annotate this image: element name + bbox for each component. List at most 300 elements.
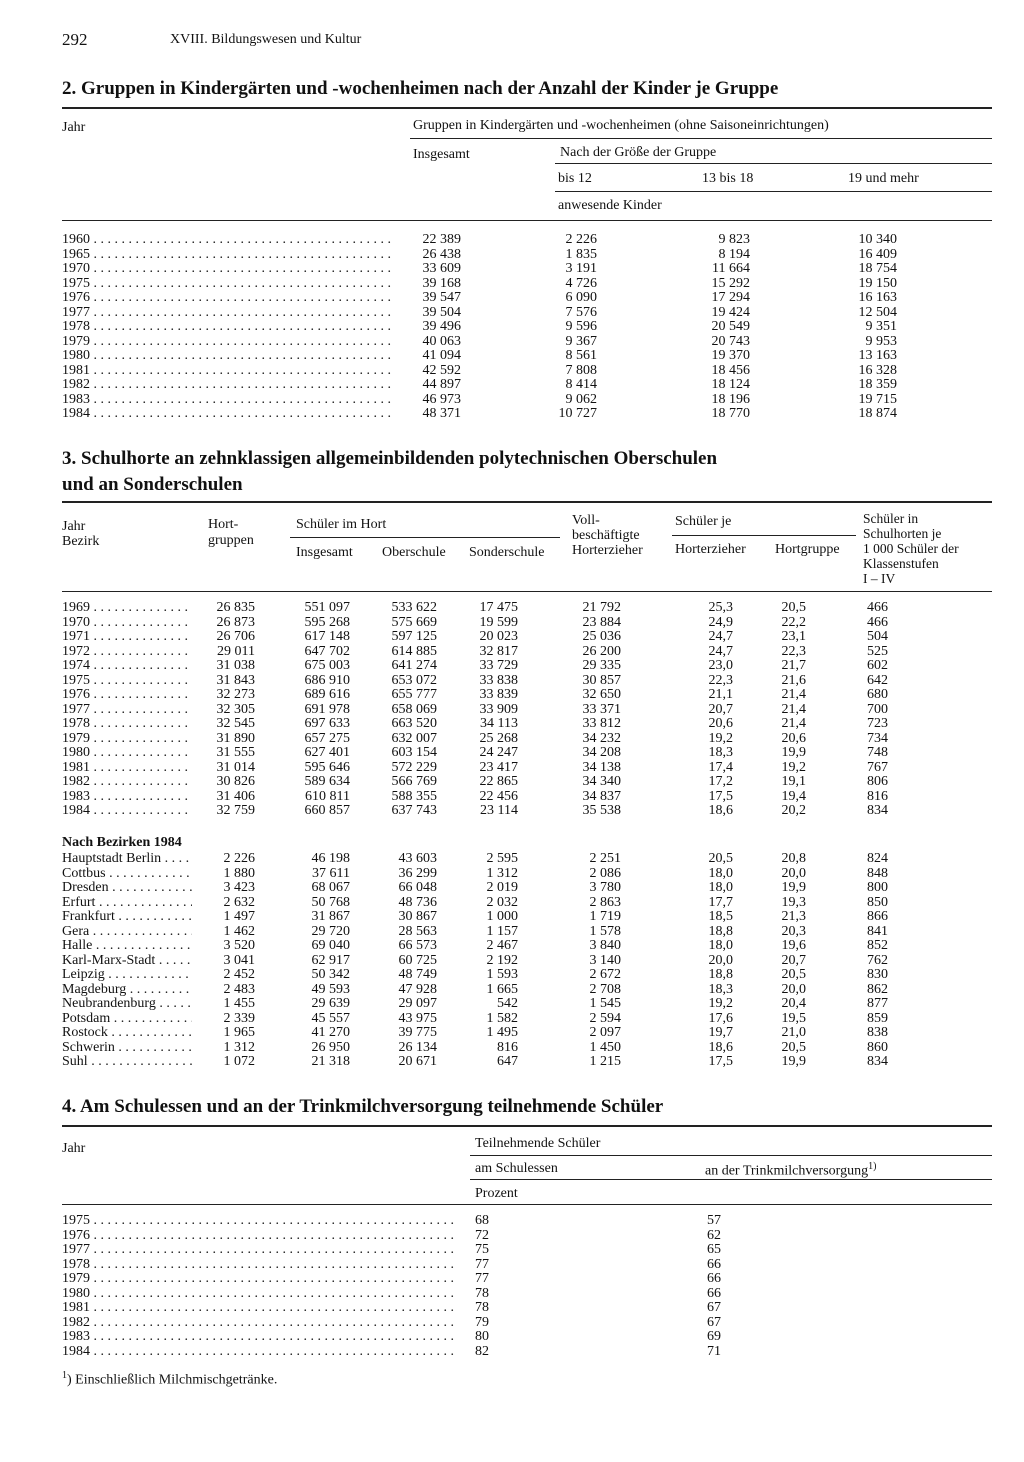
cell-hortgruppen: 32 545 bbox=[216, 716, 255, 731]
table3-bezirk-row bbox=[0, 896, 1024, 910]
table2-row bbox=[0, 407, 1024, 421]
cell-insgesamt: 46 973 bbox=[422, 391, 461, 407]
table3-year-row bbox=[0, 688, 1024, 702]
table2-title: 2. Gruppen in Kindergärten und -wochenheimen nach der Anzahl der Kinder je Gruppe bbox=[62, 78, 779, 99]
cell-schueler-je-hortgruppe: 21,0 bbox=[781, 1025, 806, 1040]
table2-row bbox=[0, 349, 1024, 363]
table2-row bbox=[0, 277, 1024, 291]
cell-horterzieher: 2 097 bbox=[589, 1025, 621, 1040]
cell-schueler-je-horterzieher: 23,0 bbox=[708, 658, 733, 673]
cell-hortgruppen: 31 890 bbox=[216, 730, 255, 746]
table3-year-row bbox=[0, 659, 1024, 673]
table3-year-row bbox=[0, 645, 1024, 659]
row-label: 1982 . . . bbox=[62, 378, 392, 392]
cell-je-1000-schueler: 466 bbox=[867, 600, 888, 615]
cell-horterzieher: 34 837 bbox=[582, 788, 621, 804]
cell-19-und-mehr: 9 953 bbox=[865, 333, 897, 349]
cell-schueler-je-hortgruppe: 21,4 bbox=[781, 701, 806, 717]
cell-schulessen: 78 bbox=[475, 1285, 489, 1301]
table3-bezirk-row bbox=[0, 867, 1024, 881]
table3-year-row bbox=[0, 775, 1024, 789]
cell-je-1000-schueler: 838 bbox=[867, 1025, 888, 1040]
table3-bezirk-row bbox=[0, 968, 1024, 982]
cell-sonderschule: 17 475 bbox=[479, 600, 518, 615]
cell-trinkmilch: 66 bbox=[707, 1285, 721, 1301]
cell-13-bis-18: 19 424 bbox=[711, 304, 750, 320]
cell-insgesamt: 26 438 bbox=[422, 246, 461, 262]
table3-bezirk-row bbox=[0, 925, 1024, 939]
row-label: Neubrandenburg . . . bbox=[62, 997, 192, 1011]
row-label: 1984 . . . bbox=[62, 1345, 456, 1359]
row-label: 1980 . . . bbox=[62, 746, 192, 760]
cell-13-bis-18: 8 194 bbox=[718, 246, 750, 262]
cell-hortgruppen: 2 632 bbox=[223, 894, 255, 910]
cell-oberschule: 597 125 bbox=[391, 629, 437, 644]
cell-insgesamt: 26 950 bbox=[311, 1039, 350, 1055]
cell-schueler-je-hortgruppe: 23,1 bbox=[781, 629, 806, 644]
cell-bis-12: 4 726 bbox=[565, 275, 597, 291]
table2-header-bis12: bis 12 bbox=[558, 171, 592, 186]
cell-insgesamt: 42 592 bbox=[422, 362, 461, 378]
cell-schueler-je-hortgruppe: 20,3 bbox=[781, 923, 806, 939]
cell-schueler-je-hortgruppe: 20,4 bbox=[781, 996, 806, 1011]
table4-header-teilnehmend: Teilnehmende Schüler bbox=[475, 1136, 601, 1151]
table2-row bbox=[0, 248, 1024, 262]
cell-horterzieher: 3 780 bbox=[589, 880, 621, 895]
row-label: 1982 . . . bbox=[62, 775, 192, 789]
table2-header-19mehr: 19 und mehr bbox=[848, 171, 919, 186]
cell-je-1000-schueler: 866 bbox=[867, 909, 888, 924]
row-label: Halle . . . bbox=[62, 939, 192, 953]
cell-schulessen: 82 bbox=[475, 1343, 489, 1359]
cell-insgesamt: 617 148 bbox=[304, 629, 350, 644]
cell-schueler-je-hortgruppe: 20,7 bbox=[781, 952, 806, 968]
table2-header-13bis18: 13 bis 18 bbox=[702, 171, 754, 186]
table3-bezirk-row bbox=[0, 954, 1024, 968]
cell-hortgruppen: 2 483 bbox=[223, 981, 255, 997]
cell-je-1000-schueler: 800 bbox=[867, 880, 888, 895]
cell-hortgruppen: 1 965 bbox=[223, 1025, 255, 1040]
table3-header-s4: Klassenstufen bbox=[863, 556, 939, 571]
cell-oberschule: 632 007 bbox=[391, 730, 437, 746]
cell-hortgruppen: 26 873 bbox=[216, 614, 255, 630]
cell-oberschule: 48 749 bbox=[398, 967, 437, 982]
cell-insgesamt: 657 275 bbox=[304, 730, 350, 746]
row-label: Erfurt . . . bbox=[62, 896, 192, 910]
cell-trinkmilch: 66 bbox=[707, 1271, 721, 1286]
cell-hortgruppen: 31 406 bbox=[216, 788, 255, 804]
table2-row bbox=[0, 335, 1024, 349]
table4-row bbox=[0, 1214, 1024, 1228]
cell-schueler-je-hortgruppe: 19,4 bbox=[781, 788, 806, 804]
cell-sonderschule: 22 865 bbox=[479, 774, 518, 789]
cell-sonderschule: 1 593 bbox=[486, 967, 518, 982]
cell-sonderschule: 2 467 bbox=[486, 938, 518, 953]
cell-sonderschule: 19 599 bbox=[479, 614, 518, 630]
cell-sonderschule: 1 582 bbox=[486, 1010, 518, 1026]
row-label: Leipzig . . . bbox=[62, 968, 192, 982]
cell-trinkmilch: 67 bbox=[707, 1300, 721, 1315]
cell-je-1000-schueler: 767 bbox=[867, 759, 888, 775]
cell-oberschule: 28 563 bbox=[398, 923, 437, 939]
table3-header-hort1: Hort- bbox=[208, 517, 239, 532]
cell-insgesamt: 45 557 bbox=[311, 1010, 350, 1026]
table4-header-bottom-rule bbox=[62, 1204, 992, 1205]
cell-schueler-je-horterzieher: 24,7 bbox=[708, 629, 733, 644]
table3-bezirk-row bbox=[0, 1026, 1024, 1040]
cell-horterzieher: 33 812 bbox=[582, 716, 621, 731]
cell-schueler-je-horterzieher: 18,3 bbox=[708, 981, 733, 997]
cell-oberschule: 566 769 bbox=[391, 774, 437, 789]
table3-header-voll3: Horterzieher bbox=[572, 543, 643, 558]
table3-header-oberschule: Oberschule bbox=[382, 545, 446, 560]
table3-title-line1: 3. Schulhorte an zehnklassigen allgemeinbildenden polytechnischen Oberschulen bbox=[62, 448, 718, 469]
table2-header-insgesamt: Insgesamt bbox=[413, 147, 470, 162]
cell-trinkmilch: 57 bbox=[707, 1213, 721, 1228]
cell-horterzieher: 2 086 bbox=[589, 865, 621, 881]
cell-je-1000-schueler: 700 bbox=[867, 701, 888, 717]
cell-hortgruppen: 1 072 bbox=[223, 1054, 255, 1069]
table2-row bbox=[0, 306, 1024, 320]
cell-schulessen: 75 bbox=[475, 1242, 489, 1257]
cell-schueler-je-hortgruppe: 21,3 bbox=[781, 909, 806, 924]
cell-je-1000-schueler: 824 bbox=[867, 851, 888, 866]
cell-insgesamt: 21 318 bbox=[311, 1054, 350, 1069]
cell-schueler-je-horterzieher: 17,2 bbox=[708, 774, 733, 789]
cell-hortgruppen: 30 826 bbox=[216, 774, 255, 789]
cell-hortgruppen: 1 462 bbox=[223, 923, 255, 939]
cell-oberschule: 588 355 bbox=[391, 788, 437, 804]
table4-row bbox=[0, 1229, 1024, 1243]
cell-schueler-je-horterzieher: 20,6 bbox=[708, 716, 733, 731]
cell-schueler-je-horterzieher: 18,0 bbox=[708, 880, 733, 895]
table2-rule-a bbox=[410, 138, 992, 139]
cell-sonderschule: 816 bbox=[497, 1039, 518, 1055]
cell-oberschule: 603 154 bbox=[391, 745, 437, 760]
cell-insgesamt: 48 371 bbox=[422, 406, 461, 421]
row-label: 1975 . . . bbox=[62, 1214, 456, 1228]
cell-sonderschule: 20 023 bbox=[479, 629, 518, 644]
cell-je-1000-schueler: 862 bbox=[867, 981, 888, 997]
cell-insgesamt: 37 611 bbox=[312, 865, 350, 881]
table2-header-groesse: Nach der Größe der Gruppe bbox=[560, 145, 717, 160]
cell-sonderschule: 33 729 bbox=[479, 658, 518, 673]
cell-horterzieher: 34 208 bbox=[582, 745, 621, 760]
cell-je-1000-schueler: 525 bbox=[867, 643, 888, 659]
row-label: 1983 . . . bbox=[62, 393, 392, 407]
cell-oberschule: 655 777 bbox=[391, 687, 437, 702]
cell-19-und-mehr: 16 328 bbox=[858, 362, 897, 378]
cell-19-und-mehr: 19 150 bbox=[858, 275, 897, 291]
cell-hortgruppen: 3 423 bbox=[223, 880, 255, 895]
cell-insgesamt: 589 634 bbox=[304, 774, 350, 789]
table4-header-jahr: Jahr bbox=[62, 1141, 86, 1156]
cell-sonderschule: 1 665 bbox=[486, 981, 518, 997]
row-label: 1981 . . . bbox=[62, 364, 392, 378]
cell-schueler-je-horterzieher: 18,8 bbox=[708, 967, 733, 982]
cell-horterzieher: 23 884 bbox=[582, 614, 621, 630]
cell-oberschule: 60 725 bbox=[398, 952, 437, 968]
cell-schueler-je-horterzieher: 17,5 bbox=[708, 788, 733, 804]
table2-header-bottom-rule bbox=[62, 220, 992, 221]
cell-schueler-je-hortgruppe: 19,1 bbox=[781, 774, 806, 789]
table3-bezirk-row bbox=[0, 983, 1024, 997]
cell-schueler-je-hortgruppe: 20,5 bbox=[781, 967, 806, 982]
cell-schulessen: 80 bbox=[475, 1329, 489, 1344]
table3-year-row bbox=[0, 804, 1024, 818]
cell-hortgruppen: 1 312 bbox=[223, 1039, 255, 1055]
cell-13-bis-18: 18 196 bbox=[711, 391, 750, 407]
cell-oberschule: 533 622 bbox=[391, 600, 437, 615]
row-label: 1976 . . . bbox=[62, 291, 392, 305]
cell-schueler-je-hortgruppe: 21,4 bbox=[781, 716, 806, 731]
cell-hortgruppen: 2 339 bbox=[223, 1010, 255, 1026]
cell-sonderschule: 2 595 bbox=[486, 851, 518, 866]
cell-je-1000-schueler: 859 bbox=[867, 1010, 888, 1026]
table4-row bbox=[0, 1345, 1024, 1359]
cell-oberschule: 572 229 bbox=[391, 759, 437, 775]
cell-insgesamt: 50 768 bbox=[311, 894, 350, 910]
cell-oberschule: 66 048 bbox=[398, 880, 437, 895]
row-label: 1980 . . . bbox=[62, 349, 392, 363]
cell-bis-12: 10 727 bbox=[558, 406, 597, 421]
table2-row bbox=[0, 393, 1024, 407]
cell-schueler-je-horterzieher: 22,3 bbox=[708, 672, 733, 688]
cell-sonderschule: 23 417 bbox=[479, 759, 518, 775]
cell-insgesamt: 660 857 bbox=[304, 803, 350, 818]
row-label: Cottbus . . . bbox=[62, 867, 192, 881]
table2-header-group: Gruppen in Kindergärten und -wochenheimen (ohne Saisoneinrichtungen) bbox=[413, 118, 829, 133]
cell-sonderschule: 542 bbox=[497, 996, 518, 1011]
cell-je-1000-schueler: 723 bbox=[867, 716, 888, 731]
row-label: Dresden . . . bbox=[62, 881, 192, 895]
cell-13-bis-18: 15 292 bbox=[711, 275, 750, 291]
table3-year-row bbox=[0, 674, 1024, 688]
table3-header-insgesamt: Insgesamt bbox=[296, 545, 353, 560]
cell-hortgruppen: 31 038 bbox=[216, 658, 255, 673]
cell-schueler-je-hortgruppe: 19,3 bbox=[781, 894, 806, 910]
cell-schueler-je-hortgruppe: 20,2 bbox=[781, 803, 806, 818]
cell-insgesamt: 686 910 bbox=[304, 672, 350, 688]
cell-sonderschule: 34 113 bbox=[480, 716, 518, 731]
cell-hortgruppen: 1 880 bbox=[223, 865, 255, 881]
cell-oberschule: 39 775 bbox=[398, 1025, 437, 1040]
table3-bezirk-row bbox=[0, 939, 1024, 953]
cell-hortgruppen: 31 843 bbox=[216, 672, 255, 688]
table2-row bbox=[0, 291, 1024, 305]
cell-je-1000-schueler: 860 bbox=[867, 1039, 888, 1055]
cell-hortgruppen: 1 497 bbox=[223, 909, 255, 924]
table3-year-row bbox=[0, 703, 1024, 717]
cell-insgesamt: 41 270 bbox=[311, 1025, 350, 1040]
table3-header-voll1: Voll- bbox=[572, 513, 600, 528]
table3-bezirk-row bbox=[0, 1012, 1024, 1026]
cell-schueler-je-hortgruppe: 20,0 bbox=[781, 981, 806, 997]
cell-sonderschule: 1 495 bbox=[486, 1025, 518, 1040]
cell-hortgruppen: 3 041 bbox=[223, 952, 255, 968]
row-label: 1981 . . . bbox=[62, 761, 192, 775]
row-label: 1971 . . . bbox=[62, 630, 192, 644]
cell-je-1000-schueler: 841 bbox=[867, 923, 888, 939]
table3-bezirk-row bbox=[0, 1055, 1024, 1069]
row-label: 1970 . . . bbox=[62, 262, 392, 276]
row-label: 1981 . . . bbox=[62, 1301, 456, 1315]
cell-schueler-je-hortgruppe: 22,3 bbox=[781, 643, 806, 659]
cell-horterzieher: 34 138 bbox=[582, 759, 621, 775]
table3-bezirk-row bbox=[0, 997, 1024, 1011]
cell-horterzieher: 2 251 bbox=[589, 851, 621, 866]
table3-bezirk-row bbox=[0, 881, 1024, 895]
cell-je-1000-schueler: 762 bbox=[867, 952, 888, 968]
cell-horterzieher: 34 232 bbox=[582, 730, 621, 746]
cell-oberschule: 637 743 bbox=[391, 803, 437, 818]
row-label: 1979 . . . bbox=[62, 1272, 456, 1286]
table3-header-bottom-rule bbox=[62, 591, 992, 592]
row-label: 1979 . . . bbox=[62, 335, 392, 349]
row-label: 1960 . . . bbox=[62, 233, 392, 247]
cell-horterzieher: 2 594 bbox=[589, 1010, 621, 1026]
cell-19-und-mehr: 18 874 bbox=[858, 406, 897, 421]
cell-schueler-je-hortgruppe: 19,9 bbox=[781, 1054, 806, 1069]
cell-bis-12: 8 414 bbox=[565, 377, 597, 392]
cell-sonderschule: 1 000 bbox=[486, 909, 518, 924]
cell-19-und-mehr: 18 359 bbox=[858, 377, 897, 392]
cell-je-1000-schueler: 852 bbox=[867, 938, 888, 953]
cell-13-bis-18: 18 456 bbox=[711, 362, 750, 378]
row-label: Magdeburg . . . bbox=[62, 983, 192, 997]
page-number: 292 bbox=[62, 30, 88, 49]
cell-oberschule: 641 274 bbox=[391, 658, 437, 673]
cell-insgesamt: 46 198 bbox=[311, 851, 350, 866]
cell-bis-12: 3 191 bbox=[565, 261, 597, 276]
cell-sonderschule: 23 114 bbox=[480, 803, 518, 818]
table2-top-rule bbox=[62, 107, 992, 109]
cell-schueler-je-horterzieher: 17,4 bbox=[708, 759, 733, 775]
cell-insgesamt: 39 504 bbox=[422, 304, 461, 320]
row-label: 1984 . . . bbox=[62, 804, 192, 818]
cell-insgesamt: 69 040 bbox=[311, 938, 350, 953]
table4-row bbox=[0, 1301, 1024, 1315]
row-label: 1980 . . . bbox=[62, 1287, 456, 1301]
row-label: 1965 . . . bbox=[62, 248, 392, 262]
cell-schueler-je-horterzieher: 19,2 bbox=[708, 730, 733, 746]
table2-row bbox=[0, 320, 1024, 334]
cell-13-bis-18: 18 770 bbox=[711, 406, 750, 421]
table3-header-sonderschule: Sonderschule bbox=[469, 545, 545, 560]
cell-je-1000-schueler: 834 bbox=[867, 1054, 888, 1069]
cell-oberschule: 43 603 bbox=[398, 851, 437, 866]
cell-je-1000-schueler: 816 bbox=[867, 788, 888, 804]
cell-bis-12: 8 561 bbox=[565, 348, 597, 363]
table3-header-horterzieher: Horterzieher bbox=[675, 542, 746, 557]
row-label: 1983 . . . bbox=[62, 1330, 456, 1344]
cell-je-1000-schueler: 734 bbox=[867, 730, 888, 746]
table3-rule-je bbox=[672, 535, 856, 536]
cell-sonderschule: 33 838 bbox=[479, 672, 518, 688]
cell-insgesamt: 29 720 bbox=[311, 923, 350, 939]
cell-schulessen: 77 bbox=[475, 1271, 489, 1286]
cell-insgesamt: 40 063 bbox=[422, 333, 461, 349]
cell-trinkmilch: 69 bbox=[707, 1329, 721, 1344]
cell-schueler-je-horterzieher: 21,1 bbox=[708, 687, 733, 702]
cell-horterzieher: 25 036 bbox=[582, 629, 621, 644]
cell-oberschule: 66 573 bbox=[398, 938, 437, 953]
cell-13-bis-18: 20 549 bbox=[711, 319, 750, 334]
row-label: Hauptstadt Berlin . . . bbox=[62, 852, 192, 866]
cell-schueler-je-horterzieher: 24,7 bbox=[708, 643, 733, 659]
cell-oberschule: 29 097 bbox=[398, 996, 437, 1011]
cell-19-und-mehr: 12 504 bbox=[858, 304, 897, 320]
cell-schueler-je-hortgruppe: 21,6 bbox=[781, 672, 806, 688]
row-label: 1974 . . . bbox=[62, 659, 192, 673]
table3-year-row bbox=[0, 616, 1024, 630]
row-label: 1978 . . . bbox=[62, 1258, 456, 1272]
table3-year-row bbox=[0, 630, 1024, 644]
cell-je-1000-schueler: 806 bbox=[867, 774, 888, 789]
table3-bezirk-row bbox=[0, 910, 1024, 924]
table2-rule-b bbox=[555, 163, 992, 164]
table2-header-anwesend: anwesende Kinder bbox=[558, 198, 662, 213]
cell-schulessen: 79 bbox=[475, 1314, 489, 1330]
row-label: Gera . . . bbox=[62, 925, 192, 939]
row-label: 1978 . . . bbox=[62, 320, 392, 334]
cell-schueler-je-hortgruppe: 20,5 bbox=[781, 1039, 806, 1055]
table3-header-schueler-je: Schüler je bbox=[675, 514, 732, 529]
cell-insgesamt: 44 897 bbox=[422, 377, 461, 392]
cell-insgesamt: 62 917 bbox=[311, 952, 350, 968]
table3-year-row bbox=[0, 761, 1024, 775]
cell-schueler-je-horterzieher: 25,3 bbox=[708, 600, 733, 615]
cell-bis-12: 9 596 bbox=[565, 319, 597, 334]
table3-header-s2: Schulhorten je bbox=[863, 526, 942, 541]
cell-je-1000-schueler: 848 bbox=[867, 865, 888, 881]
cell-19-und-mehr: 9 351 bbox=[865, 319, 897, 334]
cell-insgesamt: 647 702 bbox=[304, 643, 350, 659]
cell-19-und-mehr: 16 409 bbox=[858, 246, 897, 262]
cell-insgesamt: 29 639 bbox=[311, 996, 350, 1011]
row-label: Frankfurt . . . bbox=[62, 910, 192, 924]
cell-je-1000-schueler: 877 bbox=[867, 996, 888, 1011]
table2-row bbox=[0, 364, 1024, 378]
table3-header-s3: 1 000 Schüler der bbox=[863, 541, 959, 556]
cell-trinkmilch: 67 bbox=[707, 1314, 721, 1330]
cell-schueler-je-hortgruppe: 19,6 bbox=[781, 938, 806, 953]
cell-sonderschule: 2 032 bbox=[486, 894, 518, 910]
cell-insgesamt: 595 268 bbox=[304, 614, 350, 630]
row-label: 1978 . . . bbox=[62, 717, 192, 731]
cell-insgesamt: 33 609 bbox=[422, 261, 461, 276]
cell-schueler-je-hortgruppe: 19,9 bbox=[781, 880, 806, 895]
table4-header-prozent: Prozent bbox=[475, 1186, 518, 1201]
cell-schueler-je-horterzieher: 20,0 bbox=[708, 952, 733, 968]
cell-schueler-je-horterzieher: 18,5 bbox=[708, 909, 733, 924]
cell-je-1000-schueler: 602 bbox=[867, 658, 888, 673]
cell-je-1000-schueler: 642 bbox=[867, 672, 888, 688]
cell-horterzieher: 34 340 bbox=[582, 774, 621, 789]
cell-19-und-mehr: 10 340 bbox=[858, 232, 897, 247]
cell-schueler-je-horterzieher: 20,5 bbox=[708, 851, 733, 866]
cell-sonderschule: 2 019 bbox=[486, 880, 518, 895]
cell-19-und-mehr: 19 715 bbox=[858, 391, 897, 407]
cell-schulessen: 68 bbox=[475, 1213, 489, 1228]
cell-oberschule: 26 134 bbox=[398, 1039, 437, 1055]
cell-je-1000-schueler: 748 bbox=[867, 745, 888, 760]
cell-13-bis-18: 19 370 bbox=[711, 348, 750, 363]
cell-schueler-je-horterzieher: 18,0 bbox=[708, 865, 733, 881]
table4-row bbox=[0, 1330, 1024, 1344]
cell-horterzieher: 2 672 bbox=[589, 967, 621, 982]
table3-bezirk-row bbox=[0, 1041, 1024, 1055]
